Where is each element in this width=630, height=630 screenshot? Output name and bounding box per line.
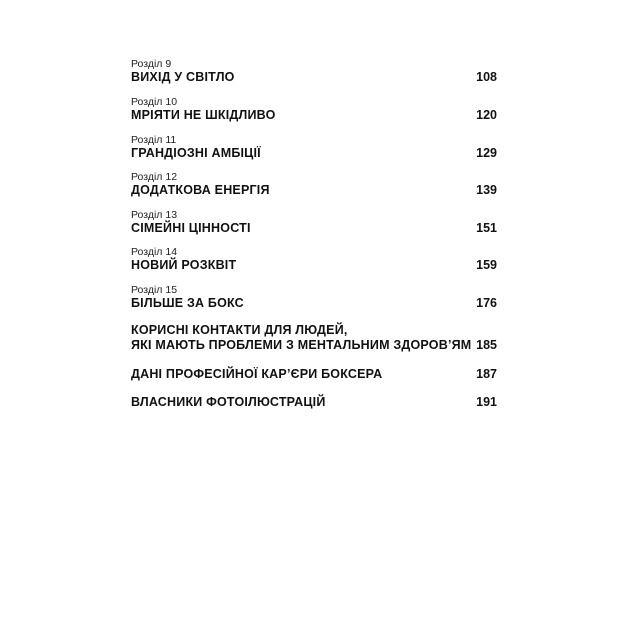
chapter-title: НОВИЙ РОЗКВІТ bbox=[131, 258, 237, 272]
chapter-label: Розділ 13 bbox=[131, 209, 178, 221]
toc-entry-chapter-15[interactable] bbox=[131, 284, 497, 311]
chapter-label: Розділ 11 bbox=[131, 134, 177, 146]
chapter-title: ВИХІД У СВІТЛО bbox=[131, 70, 235, 84]
chapter-label: Розділ 9 bbox=[131, 58, 172, 70]
page-number: 176 bbox=[476, 296, 497, 310]
appendix-title-line-1: КОРИСНІ КОНТАКТИ ДЛЯ ЛЮДЕЙ, bbox=[131, 323, 348, 337]
toc-entry-chapter-12[interactable] bbox=[131, 171, 497, 198]
toc-entry-chapter-14[interactable] bbox=[131, 246, 497, 273]
page-number: 120 bbox=[476, 108, 497, 122]
toc-entry-chapter-10[interactable] bbox=[131, 96, 497, 123]
toc-entry-mental-health-contacts[interactable] bbox=[131, 323, 497, 353]
page-number: 185 bbox=[476, 338, 497, 352]
page-number: 151 bbox=[476, 221, 497, 235]
page-number: 187 bbox=[476, 367, 497, 381]
toc-entry-career-record[interactable] bbox=[131, 367, 497, 382]
page-number: 129 bbox=[476, 146, 497, 160]
toc-entry-chapter-13[interactable] bbox=[131, 209, 497, 236]
appendix-title: ДАНІ ПРОФЕСІЙНОЇ КАР’ЄРИ БОКСЕРА bbox=[131, 367, 383, 381]
chapter-label: Розділ 12 bbox=[131, 171, 178, 183]
chapter-title: ГРАНДІОЗНІ АМБІЦІЇ bbox=[131, 146, 261, 160]
chapter-title: СІМЕЙНІ ЦІННОСТІ bbox=[131, 221, 251, 235]
toc-entry-chapter-9[interactable] bbox=[131, 58, 497, 85]
appendix-title: ВЛАСНИКИ ФОТОІЛЮСТРАЦІЙ bbox=[131, 395, 326, 409]
chapter-title: БІЛЬШЕ ЗА БОКС bbox=[131, 296, 244, 310]
page-number: 108 bbox=[476, 70, 497, 84]
page-number: 191 bbox=[476, 395, 497, 409]
page-number: 159 bbox=[476, 258, 497, 272]
chapter-title: МРІЯТИ НЕ ШКІДЛИВО bbox=[131, 108, 276, 122]
chapter-label: Розділ 15 bbox=[131, 284, 178, 296]
toc-entry-chapter-11[interactable] bbox=[131, 134, 497, 161]
appendix-title-line-2: ЯКІ МАЮТЬ ПРОБЛЕМИ З МЕНТАЛЬНИМ ЗДОРОВ’ЯМ bbox=[131, 338, 472, 352]
chapter-label: Розділ 10 bbox=[131, 96, 178, 108]
chapter-label: Розділ 14 bbox=[131, 246, 178, 258]
page-number: 139 bbox=[476, 183, 497, 197]
toc-entry-photo-credits[interactable] bbox=[131, 395, 497, 410]
chapter-title: ДОДАТКОВА ЕНЕРГІЯ bbox=[131, 183, 270, 197]
